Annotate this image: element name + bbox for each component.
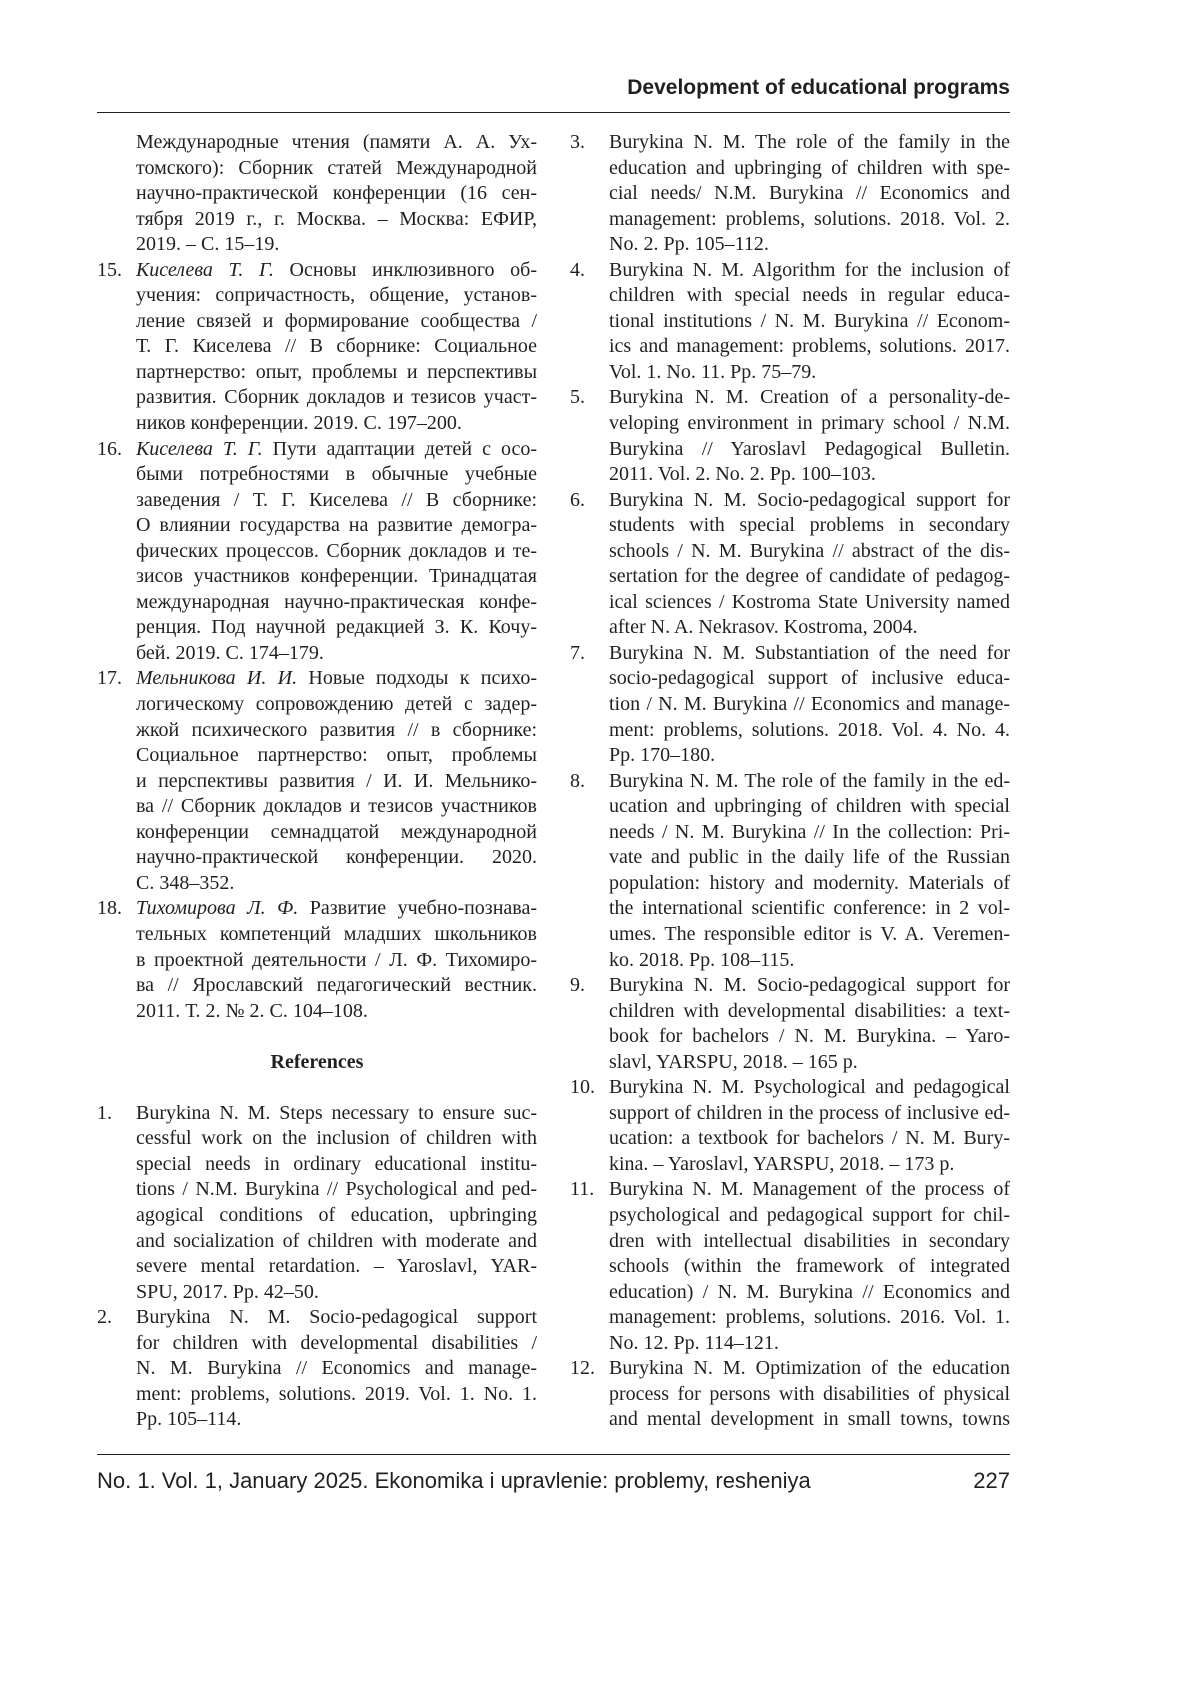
entry-line — [609, 539, 1010, 565]
entry-line — [609, 922, 1010, 948]
journal-citation: No. 1. Vol. 1, January 2025. Ekonomika i upravlenie: problemy, resheniya — [97, 1468, 811, 1494]
entry-line — [136, 1407, 537, 1433]
entry-text: заведения / Т. Г. Киселева // В сборнике: — [136, 489, 537, 511]
entry-text: ва // Сборник докладов и тезисов участников — [136, 795, 537, 817]
entry-line — [609, 1126, 1010, 1152]
entry-text: tions / N.M. Burykina // Psychological and ped- — [136, 1178, 537, 1200]
entry-line — [609, 462, 1010, 488]
entry-text: фических процессов. Сборник докладов и те- — [136, 540, 537, 562]
bibliography-entry — [97, 666, 537, 896]
bibliography-entry — [97, 1305, 537, 1433]
entry-line — [609, 973, 1010, 999]
entry-line — [609, 641, 1010, 667]
entry-line — [136, 896, 537, 922]
entry-number: 12. — [570, 1356, 595, 1382]
entry-number: 7. — [570, 641, 585, 667]
entry-text: and socialization of children with moderate and — [136, 1230, 537, 1252]
entry-text: schools / N. M. Burykina // abstract of the dis- — [609, 540, 1010, 562]
entry-text: 2019. – С. 15–19. — [136, 233, 279, 255]
entry-line — [609, 1229, 1010, 1255]
entry-text: логическому сопровождению детей с задер- — [136, 693, 537, 715]
entry-line — [609, 283, 1010, 309]
entry-line — [609, 743, 1010, 769]
entry-line — [609, 1050, 1010, 1076]
entry-line — [609, 1254, 1010, 1280]
entry-line — [609, 999, 1010, 1025]
entry-text: партнерство: опыт, проблемы и перспективы — [136, 361, 537, 383]
entry-line — [136, 1305, 537, 1331]
entry-number: 17. — [97, 666, 122, 692]
entry-text: Burykina N. M. Psychological and pedagogical — [609, 1076, 1010, 1098]
entry-text: в проектной деятельности / Л. Ф. Тихомиро- — [136, 949, 537, 971]
entry-text: Burykina N. M. Socio-pedagogical support — [136, 1306, 537, 1328]
bibliography-entry — [570, 973, 1010, 1075]
bibliography-entry — [97, 896, 537, 1024]
spacer — [97, 1024, 537, 1050]
entry-line — [609, 1280, 1010, 1306]
entry-text: ников конференции. 2019. С. 197–200. — [136, 412, 462, 434]
entry-text: severe mental retardation. – Yaroslavl, YAR- — [136, 1255, 537, 1277]
entry-line — [609, 360, 1010, 386]
entry-line — [136, 1229, 537, 1255]
entry-line — [136, 539, 537, 565]
entry-line — [136, 334, 537, 360]
entry-text: tion / N. M. Burykina // Economics and manage- — [609, 693, 1010, 715]
entry-text: process for persons with disabilities of physical — [609, 1383, 1010, 1405]
entry-text: конференции семнадцатой международной — [136, 821, 537, 843]
entry-line — [609, 692, 1010, 718]
entry-text: schools (within the framework of integrated — [609, 1255, 1010, 1277]
entry-line — [136, 1254, 537, 1280]
entry-line — [609, 820, 1010, 846]
entry-text: No. 2. Pp. 105–112. — [609, 233, 769, 255]
entry-text: ment: problems, solutions. 2019. Vol. 1. No. 1. — [136, 1383, 537, 1405]
entry-text: томского): Сборник статей Международной — [136, 157, 537, 179]
entry-line — [609, 411, 1010, 437]
entry-line — [609, 845, 1010, 871]
bibliography-entry — [570, 488, 1010, 641]
entry-text: children with developmental disabilities: a text- — [609, 1000, 1010, 1022]
entry-line — [136, 1177, 537, 1203]
entry-text: научно-практической конференции. 2020. — [136, 846, 537, 868]
entry-line — [609, 615, 1010, 641]
entry-line — [136, 1356, 537, 1382]
entry-text: population: history and modernity. Materials of — [609, 872, 1010, 894]
entry-line — [609, 437, 1010, 463]
entry-text: SPU, 2017. Pp. 42–50. — [136, 1281, 319, 1303]
entry-line — [609, 1152, 1010, 1178]
entry-line — [609, 1331, 1010, 1357]
entry-line — [136, 385, 537, 411]
bibliography-entry — [570, 1177, 1010, 1356]
entry-text: жкой психического развития // в сборнике: — [136, 719, 537, 741]
entry-text: и перспективы развития / И. И. Мельнико- — [136, 770, 537, 792]
entry-text: students with special problems in secondary — [609, 514, 1010, 536]
entry-line — [136, 820, 537, 846]
entry-line — [609, 948, 1010, 974]
references-list — [97, 1101, 537, 1433]
entry-text: agogical conditions of education, upbringing — [136, 1204, 537, 1226]
spacer — [97, 1075, 537, 1101]
entry-text: Burykina N. M. The role of the family in the ed- — [609, 770, 1010, 792]
entry-text: 2011. Т. 2. № 2. С. 104–108. — [136, 1000, 368, 1022]
entry-text: book for bachelors / N. M. Burykina. – Yaro- — [609, 1025, 1010, 1047]
entry-text: support of children in the process of inclusive ed- — [609, 1102, 1010, 1124]
left-column — [97, 130, 537, 1433]
entry-text: veloping environment in primary school / N.M. — [609, 412, 1010, 434]
entry-text: and mental development in small towns, towns — [609, 1408, 1010, 1430]
entry-text: развития. Сборник докладов и тезисов участ- — [136, 386, 537, 408]
entry-line — [136, 1101, 537, 1127]
entry-text: ko. 2018. Pp. 108–115. — [609, 949, 794, 971]
bibliography-entry — [97, 258, 537, 437]
entry-line — [136, 743, 537, 769]
right-column — [570, 130, 1010, 1433]
entry-text: тября 2019 г., г. Москва. – Москва: ЕФИР, — [136, 208, 537, 230]
entry-text: бей. 2019. С. 174–179. — [136, 642, 324, 664]
entry-line — [136, 666, 537, 692]
entry-line — [609, 1305, 1010, 1331]
entry-line — [136, 871, 537, 897]
entry-author: Киселева Т. Г. — [136, 438, 263, 460]
bibliography-entry — [570, 258, 1010, 386]
entry-line — [136, 309, 537, 335]
entry-line — [609, 1407, 1010, 1433]
entry-text: Социальное партнерство: опыт, проблемы — [136, 744, 537, 766]
entry-line — [136, 1331, 537, 1357]
entry-number: 9. — [570, 973, 585, 999]
footer-divider — [97, 1454, 1010, 1455]
entry-text: научно-практической конференции (16 сен- — [136, 182, 537, 204]
entry-text: Burykina N. M. Socio-pedagogical support for — [609, 489, 1010, 511]
entry-text: 2011. Vol. 2. No. 2. Pp. 100–103. — [609, 463, 876, 485]
entry-text: cial needs/ N.M. Burykina // Economics and — [609, 182, 1010, 204]
entry-line — [136, 207, 537, 233]
entry-text: Burykina N. M. Substantiation of the need for — [609, 642, 1010, 664]
entry-line — [136, 999, 537, 1025]
entry-line — [136, 283, 537, 309]
entry-line — [609, 156, 1010, 182]
entry-text: dren with intellectual disabilities in secondary — [609, 1230, 1010, 1252]
entry-author: Мельникова И. И. — [136, 667, 297, 689]
entry-text: Пути адаптации детей с осо- — [263, 438, 537, 460]
entry-line — [136, 794, 537, 820]
entry-text: education and upbringing of children with spe- — [609, 157, 1010, 179]
entry-text: О влиянии государства на развитие демогра- — [136, 514, 537, 536]
entry-number: 11. — [570, 1177, 594, 1203]
entry-line — [136, 564, 537, 590]
entry-line — [609, 1203, 1010, 1229]
entry-text: ment: problems, solutions. 2018. Vol. 4. No. 4. — [609, 719, 1010, 741]
entry-text: N. M. Burykina // Economics and manage- — [136, 1357, 537, 1379]
entry-number: 16. — [97, 437, 122, 463]
entry-text: special needs in ordinary educational institu- — [136, 1153, 537, 1175]
entry-line — [609, 794, 1010, 820]
entry-line — [609, 309, 1010, 335]
references-list-continued — [570, 130, 1010, 1433]
entry-text: psychological and pedagogical support for chil- — [609, 1204, 1010, 1226]
entry-text: ical sciences / Kostroma State University named — [609, 591, 1010, 613]
header-divider — [97, 112, 1010, 113]
entry-number: 18. — [97, 896, 122, 922]
entry-number: 6. — [570, 488, 585, 514]
entry-text: ва // Ярославский педагогический вестник. — [136, 974, 537, 996]
entry-line — [136, 488, 537, 514]
entry-text: быми потребностями в обычные учебные — [136, 463, 537, 485]
entry-number: 1. — [97, 1101, 112, 1127]
entry-text: Vol. 1. No. 11. Pp. 75–79. — [609, 361, 816, 383]
entry-line — [136, 973, 537, 999]
entry-number: 8. — [570, 769, 585, 795]
page-footer — [97, 1468, 1010, 1494]
entry-line — [609, 334, 1010, 360]
entry-line — [609, 488, 1010, 514]
entry-number: 2. — [97, 1305, 112, 1331]
entry-line — [136, 181, 537, 207]
entry-line — [609, 564, 1010, 590]
entry-text: Burykina N. M. Creation of a personality-de- — [609, 386, 1010, 408]
bibliography-entry — [570, 769, 1010, 973]
entry-text: Новые подходы к психо- — [297, 667, 537, 689]
entry-text: ucation and upbringing of children with special — [609, 795, 1010, 817]
entry-text: С. 348–352. — [136, 872, 234, 894]
entry-text: ics and management: problems, solutions. 2017. — [609, 335, 1010, 357]
bibliography-entry — [570, 130, 1010, 258]
entry-text: ренция. Под научной редакцией З. К. Кочу- — [136, 616, 537, 638]
entry-text: Развитие учебно-познава- — [298, 897, 537, 919]
entry-line — [136, 1280, 537, 1306]
entry-line — [609, 871, 1010, 897]
entry-line — [609, 1177, 1010, 1203]
entry-line — [136, 1382, 537, 1408]
entry-text: учения: сопричастность, общение, установ- — [136, 284, 537, 306]
entry-number: 15. — [97, 258, 122, 284]
entry-line — [609, 590, 1010, 616]
entry-line — [609, 130, 1010, 156]
entry-author: Киселева Т. Г. — [136, 259, 274, 281]
entry-text: Основы инклюзивного об- — [274, 259, 537, 281]
entry-text: No. 12. Pp. 114–121. — [609, 1332, 779, 1354]
entry-line — [136, 360, 537, 386]
entry-line — [136, 922, 537, 948]
bibliography-entry — [97, 130, 537, 258]
bibliography-entry — [570, 385, 1010, 487]
entry-text: ление связей и формирование сообщества / — [136, 310, 537, 332]
entry-line — [609, 1075, 1010, 1101]
entry-line — [136, 130, 537, 156]
entry-text: международная научно-практическая конфе- — [136, 591, 537, 613]
entry-line — [609, 181, 1010, 207]
entry-text: Burykina // Yaroslavl Pedagogical Bulletin. — [609, 438, 1010, 460]
entry-line — [609, 232, 1010, 258]
entry-text: needs / N. M. Burykina // In the collection: Pri- — [609, 821, 1010, 843]
bibliography-entry — [570, 641, 1010, 769]
entry-line — [136, 1126, 537, 1152]
entry-line — [609, 1382, 1010, 1408]
entry-number: 3. — [570, 130, 585, 156]
entry-line — [609, 207, 1010, 233]
entry-line — [136, 692, 537, 718]
entry-text: Pp. 105–114. — [136, 1408, 241, 1430]
entry-text: ucation: a textbook for bachelors / N. M. Bury- — [609, 1127, 1010, 1149]
entry-text: socio-pedagogical support of inclusive educa- — [609, 667, 1010, 689]
entry-text: Pp. 170–180. — [609, 744, 715, 766]
entry-text: Международные чтения (памяти А. А. Ух- — [136, 131, 537, 153]
entry-line — [136, 156, 537, 182]
entry-author: Тихомирова Л. Ф. — [136, 897, 298, 919]
entry-text: after N. A. Nekrasov. Kostroma, 2004. — [609, 616, 918, 638]
entry-line — [609, 513, 1010, 539]
entry-text: Burykina N. M. Management of the process of — [609, 1178, 1010, 1200]
entry-line — [609, 666, 1010, 692]
entry-line — [136, 641, 537, 667]
entry-line — [136, 615, 537, 641]
entry-line — [136, 769, 537, 795]
entry-text: umes. The responsible editor is V. A. Veremen- — [609, 923, 1010, 945]
entry-text: education) / N. M. Burykina // Economics and — [609, 1281, 1010, 1303]
entry-text: Burykina N. M. Steps necessary to ensure suc- — [136, 1102, 537, 1124]
entry-line — [609, 1024, 1010, 1050]
entry-text: children with special needs in regular educa- — [609, 284, 1010, 306]
entry-number: 5. — [570, 385, 585, 411]
entry-line — [136, 462, 537, 488]
entry-text: cessful work on the inclusion of children with — [136, 1127, 537, 1149]
entry-text: Т. Г. Киселева // В сборнике: Социальное — [136, 335, 537, 357]
entry-line — [609, 769, 1010, 795]
entry-line — [136, 845, 537, 871]
entry-text: the international scientific conference: in 2 vol- — [609, 897, 1010, 919]
entry-line — [609, 1101, 1010, 1127]
entry-line — [136, 948, 537, 974]
russian-bibliography-list — [97, 130, 537, 1024]
entry-text: slavl, YARSPU, 2018. – 165 p. — [609, 1051, 858, 1073]
entry-line — [136, 513, 537, 539]
entry-text: Burykina N. M. The role of the family in the — [609, 131, 1010, 153]
bibliography-entry — [97, 1101, 537, 1305]
entry-text: Burykina N. M. Algorithm for the inclusion of — [609, 259, 1010, 281]
entry-line — [136, 437, 537, 463]
entry-text: Burykina N. M. Socio-pedagogical support for — [609, 974, 1010, 996]
entry-line — [136, 258, 537, 284]
entry-line — [136, 718, 537, 744]
entry-line — [609, 896, 1010, 922]
entry-text: sertation for the degree of candidate of pedagog- — [609, 565, 1010, 587]
bibliography-entry — [97, 437, 537, 667]
entry-number: 10. — [570, 1075, 595, 1101]
entry-line — [609, 1356, 1010, 1382]
entry-line — [609, 385, 1010, 411]
entry-line — [609, 718, 1010, 744]
entry-text: vate and public in the daily life of the Russian — [609, 846, 1010, 868]
entry-line — [136, 411, 537, 437]
page-number: 227 — [973, 1468, 1010, 1494]
entry-text: тельных компетенций младших школьников — [136, 923, 537, 945]
entry-text: Burykina N. M. Optimization of the education — [609, 1357, 1010, 1379]
bibliography-entry — [570, 1075, 1010, 1177]
references-heading: References — [97, 1050, 537, 1076]
running-header: Development of educational programs — [627, 76, 1010, 100]
entry-line — [136, 1152, 537, 1178]
entry-text: management: problems, solutions. 2016. Vol. 1. — [609, 1306, 1010, 1328]
entry-text: for children with developmental disabilities / — [136, 1332, 537, 1354]
entry-text: kina. – Yaroslavl, YARSPU, 2018. – 173 p. — [609, 1153, 954, 1175]
entry-line — [136, 232, 537, 258]
entry-text: tional institutions / N. M. Burykina // Econom- — [609, 310, 1010, 332]
entry-number: 4. — [570, 258, 585, 284]
entry-text: management: problems, solutions. 2018. Vol. 2. — [609, 208, 1010, 230]
bibliography-entry — [570, 1356, 1010, 1433]
entry-line — [136, 590, 537, 616]
entry-text: зисов участников конференции. Тринадцатая — [136, 565, 537, 587]
entry-line — [609, 258, 1010, 284]
entry-line — [136, 1203, 537, 1229]
